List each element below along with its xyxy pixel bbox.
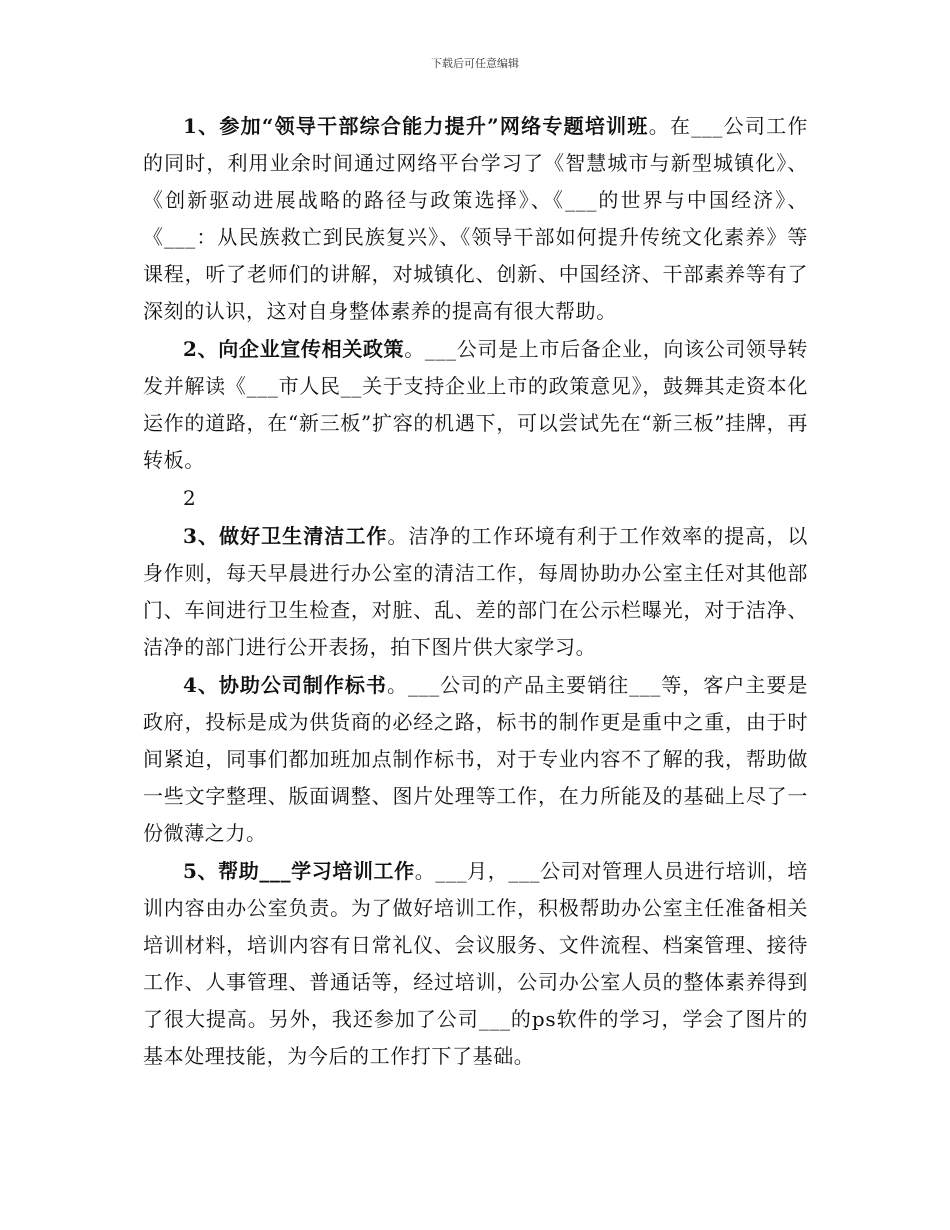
paragraph-1	[143, 108, 808, 330]
paragraph-heading: 5、帮助___学习培训工作	[183, 859, 415, 883]
paragraph-text: 。在___公司工作的同时，利用业余时间通过网络平台学习了《智慧城市与新型城镇化》、《创新驱动进展战略的路径与政策选择》、《___的世界与中国经济》、《___：从民族救亡到民族复兴》、《领导干部如何提升传统文化素养》等课程，听了老师们的讲解，对城镇化、创新、中国经济、干部素养等有了深刻的认识，这对自身整体素养的提高有很大帮助。	[143, 114, 808, 323]
paragraph-5	[143, 853, 808, 1075]
paragraph-2	[143, 331, 808, 479]
page-header: 下载后可任意编辑	[431, 57, 519, 70]
page-number: 2	[183, 486, 196, 510]
paragraph-3	[143, 518, 808, 666]
paragraph-heading: 3、做好卫生清洁工作	[183, 524, 388, 548]
paragraph-4	[143, 667, 808, 852]
document-body	[143, 108, 808, 1076]
paragraph-text: 。___公司的产品主要销往___等，客户主要是政府，投标是成为供货商的必经之路，标书的制作更是重中之重，由于时间紧迫，同事们都加班加点制作标书，对于专业内容不了解的我，帮助做一些文字整理、版面调整、图片处理等工作，在力所能及的基础上尽了一份微薄之力。	[143, 673, 808, 845]
paragraph-text: 。___月，___公司对管理人员进行培训，培训内容由办公室负责。为了做好培训工作，积极帮助办公室主任准备相关培训材料，培训内容有日常礼仪、会议服务、文件流程、档案管理、接待工作、人事管理、普通话等，经过培训，公司办公室人员的整体素养得到了很大提高。另外，我还参加了公司___的ps软件的学习，学会了图片的基本处理技能，为今后的工作打下了基础。	[143, 859, 808, 1068]
paragraph-heading: 2、向企业宣传相关政策	[183, 337, 405, 361]
paragraph-heading: 1、参加“领导干部综合能力提升”网络专题培训班	[183, 114, 649, 138]
paragraph-heading: 4、协助公司制作标书	[183, 673, 387, 697]
paragraph-text: 。洁净的工作环境有利于工作效率的提高，以身作则，每天早晨进行办公室的清洁工作，每周协助办公室主任对其他部门、车间进行卫生检查，对脏、乱、差的部门在公示栏曝光，对于洁净、洁净的部门进行公开表扬，拍下图片供大家学习。	[143, 524, 809, 659]
paragraph-text: 。___公司是上市后备企业，向该公司领导转发并解读《___市人民__关于支持企业上市的政策意见》，鼓舞其走资本化运作的道路，在“新三板”扩容的机遇下，可以尝试先在“新三板”挂牌，再转板。	[143, 337, 808, 472]
